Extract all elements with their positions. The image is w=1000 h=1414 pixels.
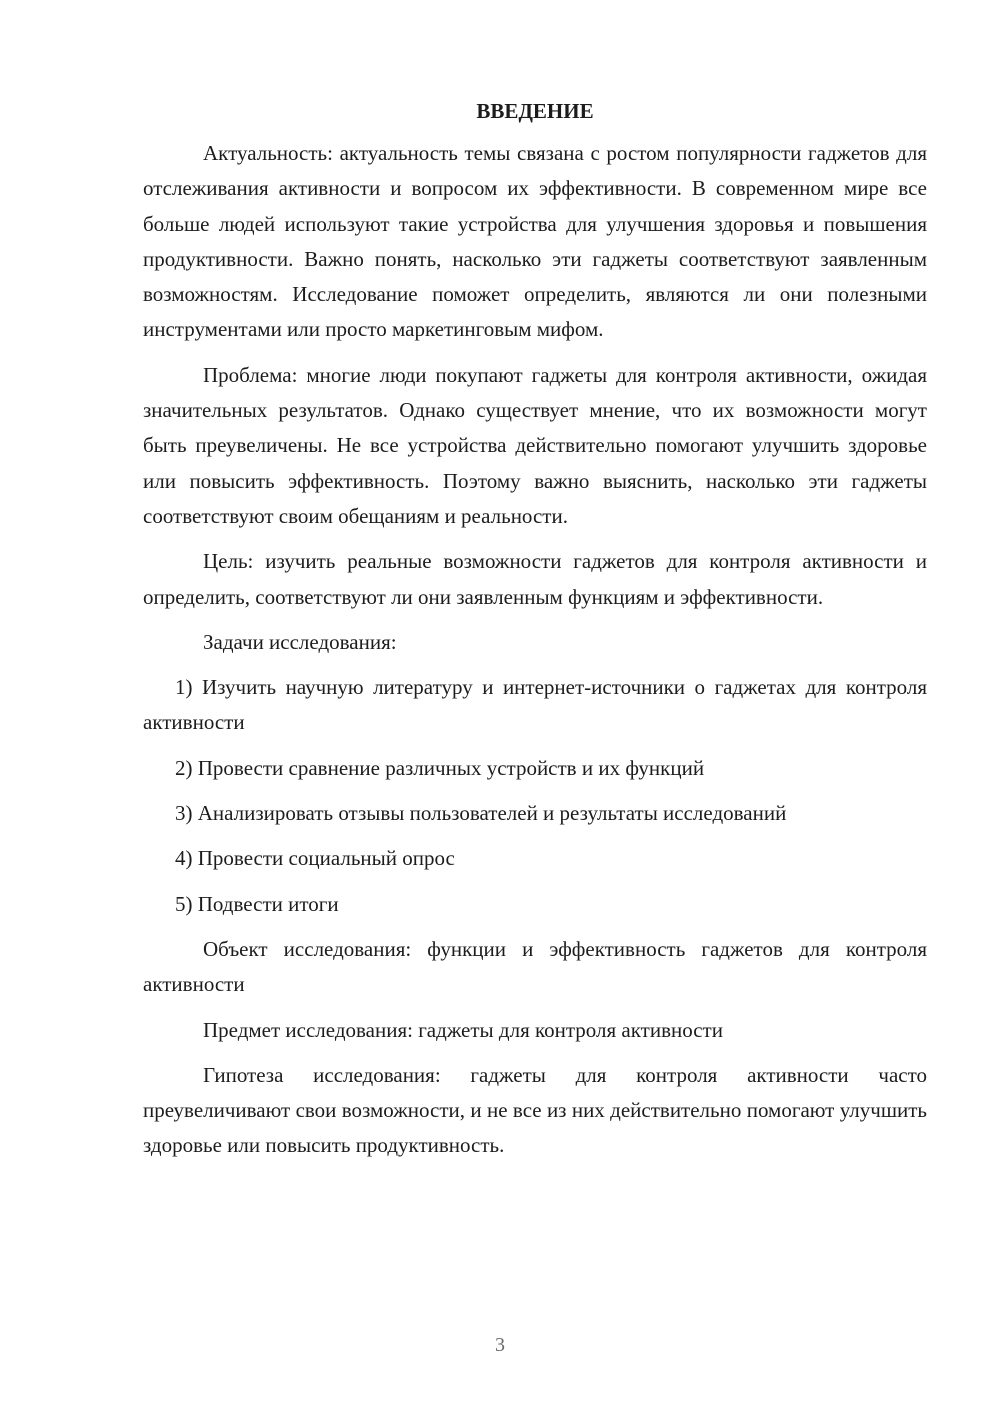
paragraph-goal: Цель: изучить реальные возможности гаджетов для контроля активности и определить, соответствуют ли они заявленным функциям и эффективности. xyxy=(143,549,927,609)
tasks-heading: Задачи исследования: xyxy=(203,629,397,654)
task-item-4: 4) Провести социальный опрос xyxy=(175,846,455,871)
task-item-1: 1) Изучить научную литературу и интернет-источники о гаджетах для контроля активности xyxy=(143,675,927,735)
paragraph-relevance: Актуальность: актуальность темы связана с ростом популярности гаджетов для отслеживания активности и вопросом их эффективности. В современном мире все больше людей используют такие устройства для улучшения здоровья и повышения продуктивности. Важно понять, насколько эти гаджеты соответствуют заявленным возможностям. Исследование поможет определить, являются ли они полезными инструментами или просто маркетинговым мифом. xyxy=(143,141,927,342)
paragraph-problem: Проблема: многие люди покупают гаджеты для контроля активности, ожидая значительных результатов. Однако существует мнение, что их возможности могут быть преувеличены. Не все устройства действительно помогают улучшить здоровье или повысить эффективность. Поэтому важно выяснить, насколько эти гаджеты соответствуют своим обещаниям и реальности. xyxy=(143,362,927,528)
task-item-3: 3) Анализировать отзывы пользователей и результаты исследований xyxy=(175,801,787,826)
paragraph-object: Объект исследования: функции и эффективность гаджетов для контроля активности xyxy=(143,936,927,997)
page-number: 3 xyxy=(495,1334,505,1356)
paragraph-subject: Предмет исследования: гаджеты для контроля активности xyxy=(203,1017,723,1042)
paragraph-hypothesis: Гипотеза исследования: гаджеты для контроля активности часто преувеличивают свои возможности, и не все из них действительно помогают улучшить здоровье или повысить продуктивность. xyxy=(143,1062,927,1158)
page-content xyxy=(143,96,927,1164)
section-title: ВВЕДЕНИЕ xyxy=(476,99,594,123)
task-item-5: 5) Подвести итоги xyxy=(175,891,339,916)
task-item-2: 2) Провести сравнение различных устройств и их функций xyxy=(175,755,705,780)
